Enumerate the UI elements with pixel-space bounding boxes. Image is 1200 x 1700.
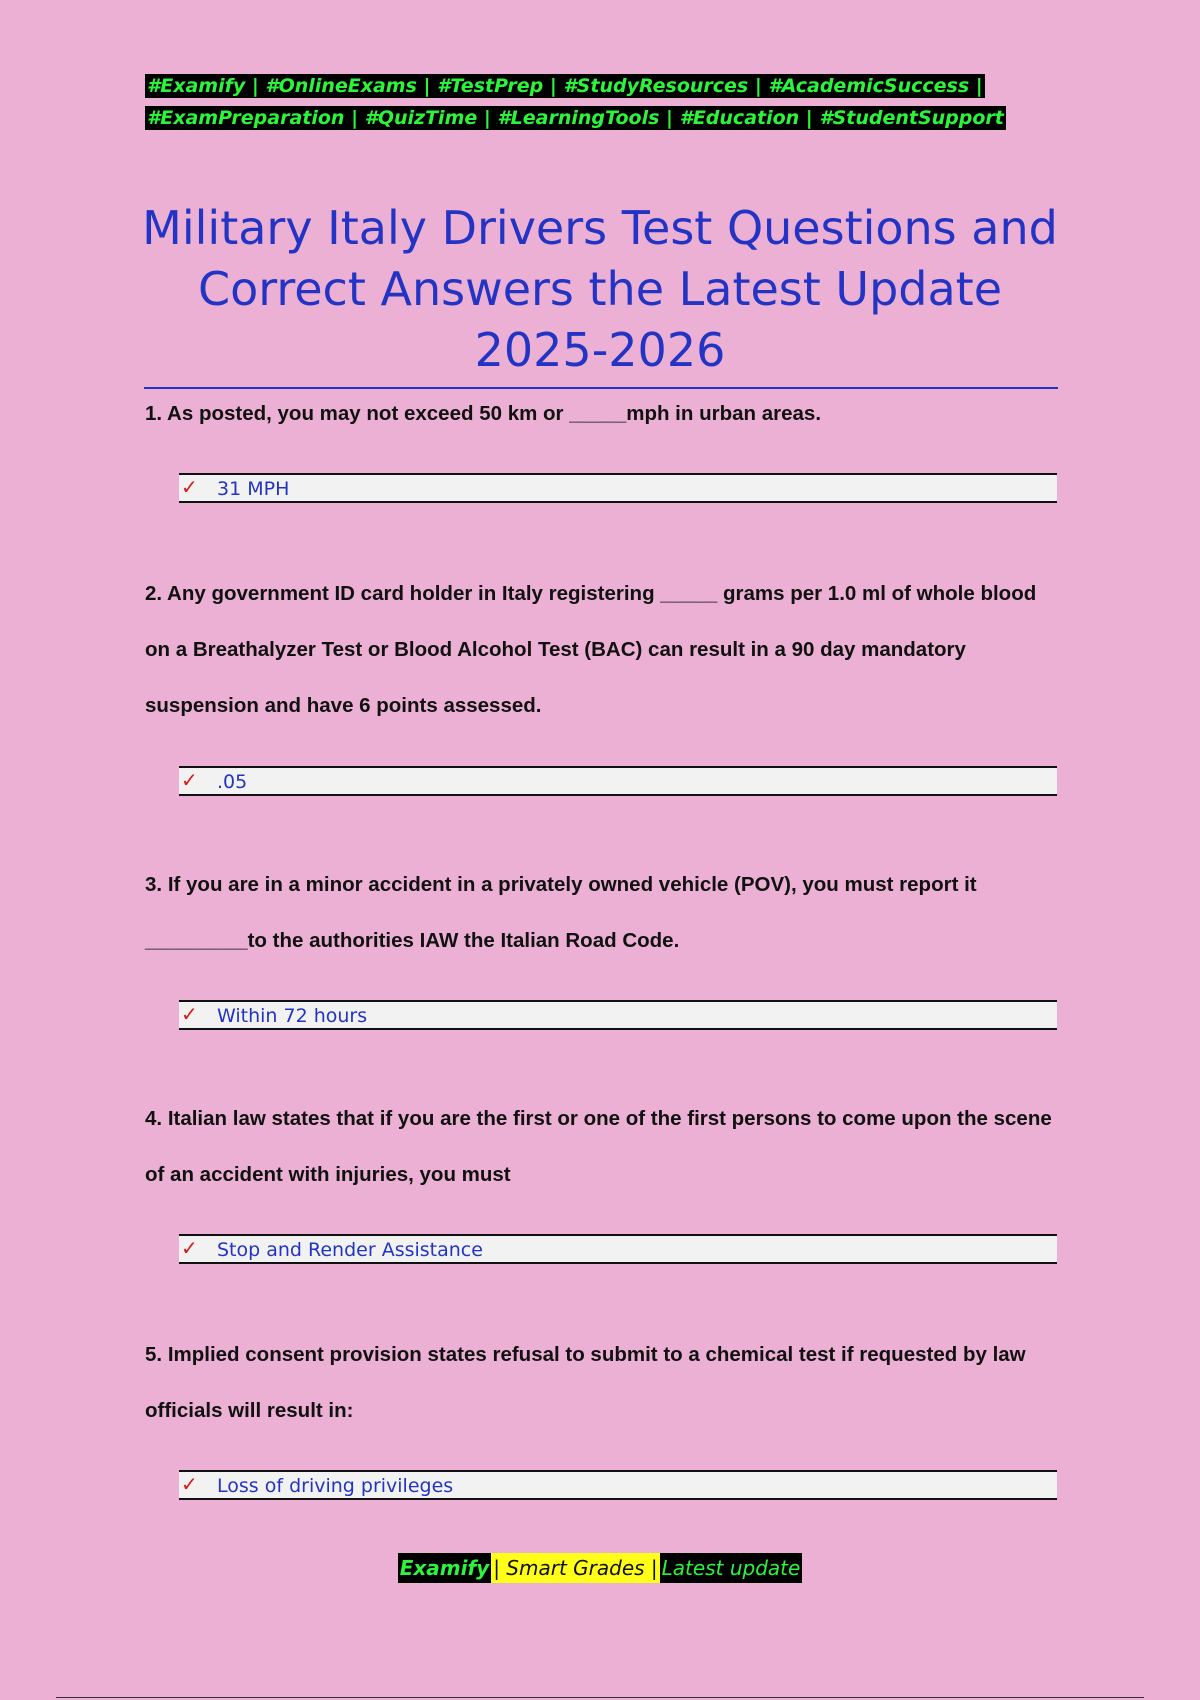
question-1 [145, 386, 1060, 442]
question-text: Implied consent provision states refusal to submit to a chemical test if requested by law officials will result in: [145, 1343, 1026, 1422]
page-bottom-divider [56, 1697, 1144, 1698]
question-2 [145, 566, 1060, 734]
footer-brand: Examify [398, 1553, 492, 1583]
question-number: 3. [145, 873, 163, 896]
answer-3 [179, 1000, 1057, 1030]
checkmark-icon: ✓ [181, 1002, 198, 1026]
checkmark-icon: ✓ [181, 1472, 198, 1496]
answer-5 [179, 1470, 1057, 1500]
question-number: 2. [145, 582, 163, 605]
answer-1 [179, 473, 1057, 503]
answer-text: .05 [217, 771, 248, 793]
footer-update: Latest update [660, 1553, 803, 1583]
question-3 [145, 857, 1060, 969]
hashtags-line-1: #Examify | #OnlineExams | #TestPrep | #StudyResources | #AcademicSuccess | [147, 75, 983, 97]
checkmark-icon: ✓ [181, 1236, 198, 1260]
question-number: 5. [145, 1343, 163, 1366]
footer-tagline: | Smart Grades | [491, 1553, 659, 1583]
question-number: 4. [145, 1107, 163, 1130]
hashtags-line-2: #ExamPreparation | #QuizTime | #LearningTools | #Education | #StudentSupport [147, 107, 1004, 129]
answer-4 [179, 1234, 1057, 1264]
question-text: As posted, you may not exceed 50 km or _____mph in urban areas. [167, 402, 822, 425]
page-footer [0, 1553, 1200, 1583]
checkmark-icon: ✓ [181, 768, 198, 792]
hashtag-banner [145, 70, 1055, 134]
answer-text: 31 MPH [217, 478, 290, 500]
answer-2 [179, 766, 1057, 796]
question-5 [145, 1327, 1060, 1439]
answer-text: Stop and Render Assistance [217, 1239, 483, 1261]
question-4 [145, 1091, 1060, 1203]
question-text: If you are in a minor accident in a privately owned vehicle (POV), you must report it _________to the authorities IAW the Italian Road Code. [145, 873, 977, 952]
document-title: Military Italy Drivers Test Questions and Correct Answers the Latest Update 2025-2026 [142, 201, 1058, 377]
checkmark-icon: ✓ [181, 475, 198, 499]
answer-text: Within 72 hours [217, 1005, 368, 1027]
question-number: 1. [145, 402, 163, 425]
answer-text: Loss of driving privileges [217, 1475, 454, 1497]
question-text: Any government ID card holder in Italy registering _____ grams per 1.0 ml of whole blood on a Breathalyzer Test or Blood Alcohol Test (BAC) can result in a 90 day mandatory suspension and have 6 points assessed. [145, 582, 1037, 717]
question-text: Italian law states that if you are the first or one of the first persons to come upon the scene of an accident with injuries, you must [145, 1107, 1052, 1186]
